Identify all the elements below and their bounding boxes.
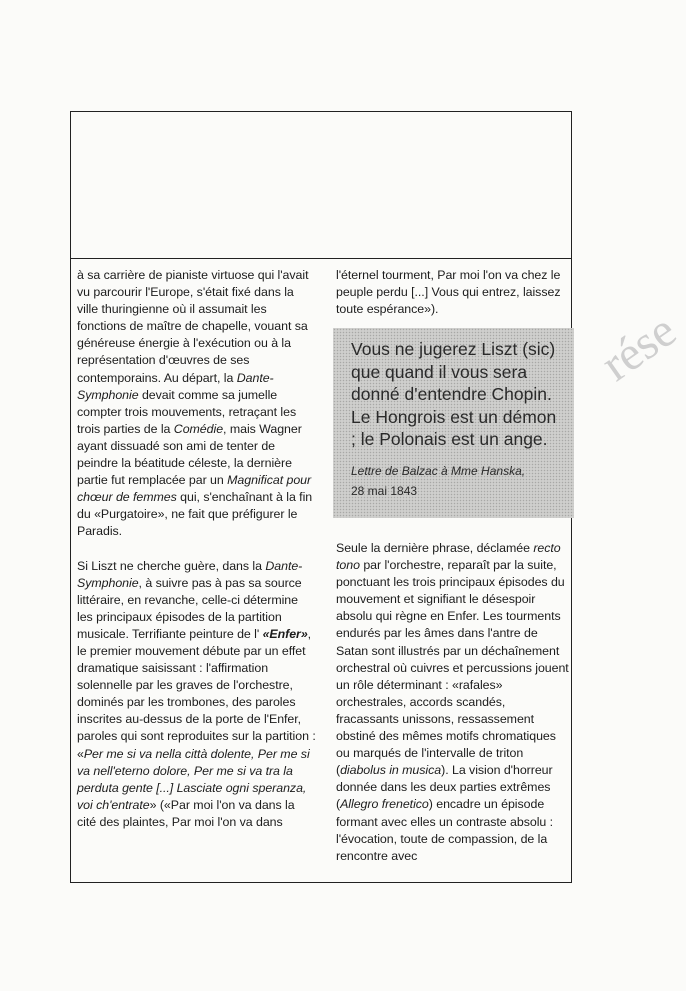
quote-date: 28 mai 1843 <box>351 483 418 498</box>
quote-attribution <box>351 461 562 501</box>
term-diabolus: diabolus in musica <box>340 763 442 778</box>
text-run: par l'orchestre, reparaît par la suite, ponctuant les trois principaux épisodes du mouvement et signifiant le désespoir absolu qui règne en Enfer. Les tourments endurés par les âmes dans l'antre de Satan sont illustrés par un déchaînement orchestral où cuivres et percussions jouent un rôle déterminant : «rafales» orchestrales, accords scandés, fracassants unissons, ressassement obstiné des mêmes motifs chromatiques ou marqués de l'intervalle de triton ( <box>336 558 569 778</box>
text-run: , à suivre pas à pas sa source littéraire, en revanche, celle-ci détermine les principaux épisodes de la partition musicale. Terrifiante peinture de l' <box>77 575 302 641</box>
italian-quotation: Per me si va nella città dolente, Per me si va nell'eterno dolore, Per me si va tra la perduta gente [...] Lasciate ogni speranza, voi ch'entrate <box>77 746 310 812</box>
left-column <box>77 267 317 831</box>
text-run: , le premier mouvement débute par un effet dramatique saisissant : l'affirmation solennelle par les graves de l'orchestre, dominés par les trombones, des paroles inscrites au-dessus de la porte de l'Enfer, paroles qui sont reproduites sur la partition : « <box>77 626 316 761</box>
right-column-bottom <box>336 540 570 865</box>
title-dante-symphonie: Dante-Symphonie <box>77 558 303 590</box>
paragraph-recto-tono <box>336 540 570 865</box>
pull-quote <box>333 328 574 518</box>
text-run: à sa carrière de pianiste virtuose qui l'avait vu parcourir l'Europe, s'était fixé dans la ville thuringienne où il assumait les fonctions de maître de chapelle, vouant sa généreuse énergie à l'exécution ou à la représentation d'œuvres de ses contemporains. Au départ, la <box>77 268 309 385</box>
term-allegro-frenetico: Allegro frenetico <box>340 797 429 812</box>
paragraph-enfer <box>77 558 317 832</box>
paragraph-translation-end: l'éternel tourment, Par moi l'on va chez le peuple perdu [...] Vous qui entrez, laissez toute espérance»). <box>336 268 561 317</box>
header-divider <box>71 258 571 259</box>
title-comedie: Comédie <box>173 421 224 436</box>
watermark-mark: rése <box>591 303 686 392</box>
term-recto-tono: recto tono <box>336 541 561 573</box>
right-column-top <box>336 267 568 318</box>
quote-text: Vous ne jugerez Liszt (sic) que quand il vous sera donné d'entendre Chopin. Le Hongrois est un démon ; le Polonais est un ange. <box>351 339 557 450</box>
title-magnificat: Magnificat pour chœur de femmes <box>77 473 312 505</box>
text-run: qui, s'enchaînant à la fin du «Purgatoire», ne fait que préfigurer le Paradis. <box>77 490 313 539</box>
quote-source: Lettre de Balzac à Mme Hanska, <box>351 463 526 478</box>
text-run: Seule la dernière phrase, déclamée <box>336 541 534 555</box>
text-run: ). La vision d'horreur donnée dans les deux parties extrêmes ( <box>336 763 553 812</box>
text-run: devait comme sa jumelle compter trois mouvements, retraçant les trois parties de la <box>77 387 297 436</box>
title-dante-symphonie: Dante-Symphonie <box>77 370 274 402</box>
text-run: » («Par moi l'on va dans la cité des plaintes, Par moi l'on va dans <box>77 797 295 829</box>
movement-title-enfer: «Enfer» <box>262 626 308 641</box>
text-run: ) encadre un épisode formant avec elles un contraste absolu : l'évocation, toute de compassion, de la rencontre avec <box>336 797 554 863</box>
text-run: Si Liszt ne cherche guère, dans la <box>77 558 266 573</box>
text-run: , mais Wagner ayant dissuadé son ami de tenter de peindre la béatitude céleste, la dernière partie fut remplacée par un <box>77 421 302 488</box>
paragraph-career <box>77 267 317 541</box>
